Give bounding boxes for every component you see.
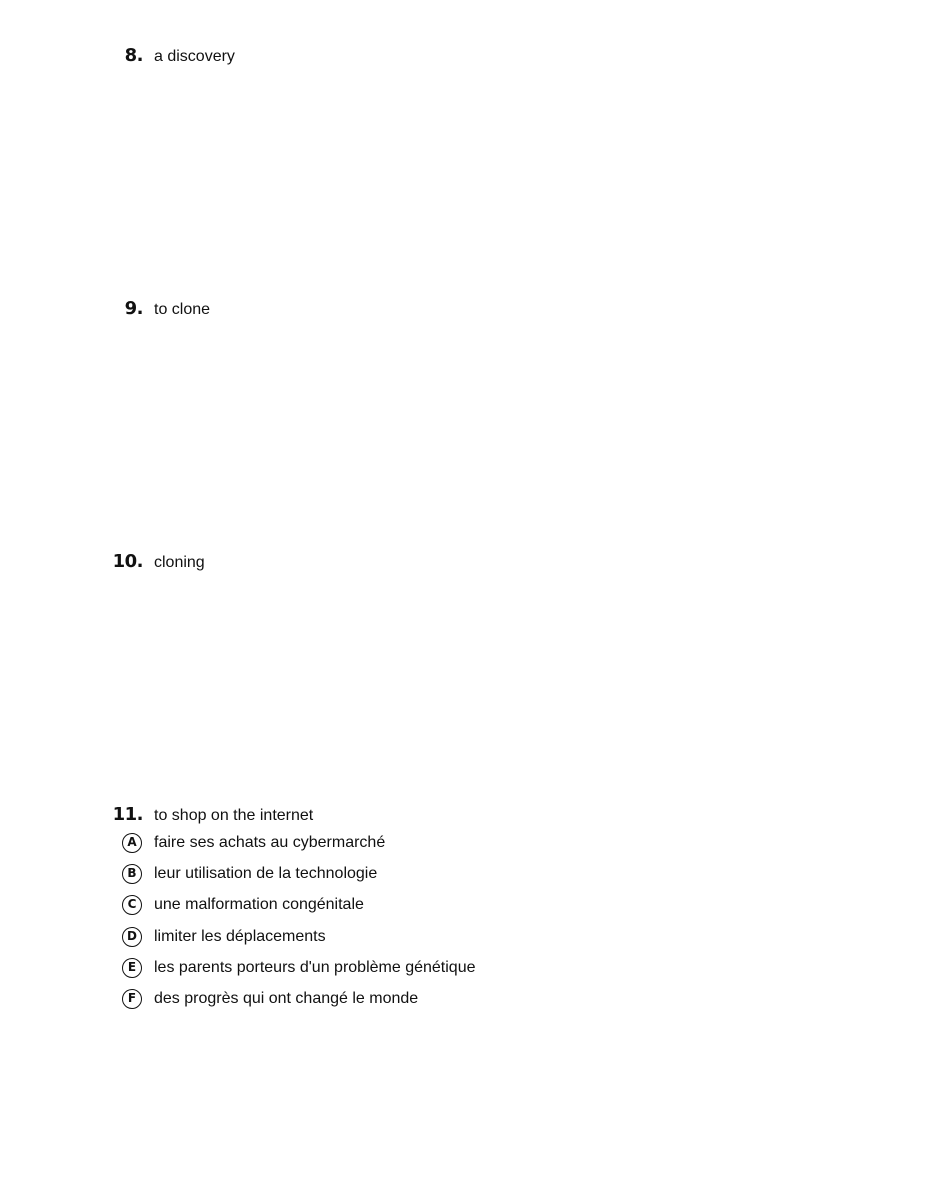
choice-c[interactable]	[0, 895, 926, 921]
choice-a[interactable]	[0, 833, 926, 859]
question-text: cloning	[154, 554, 205, 571]
question-text: to clone	[154, 301, 211, 318]
choice-d[interactable]	[0, 927, 926, 953]
choice-text[interactable]: des progrès qui ont changé le monde	[154, 990, 419, 1007]
choice-f[interactable]	[0, 989, 926, 1015]
choice-text[interactable]: les parents porteurs d'un problème génétique	[154, 959, 476, 976]
choice-letter-circle[interactable]: D	[122, 927, 142, 947]
question-9	[0, 298, 926, 328]
question-number: 10.	[112, 551, 143, 572]
choice-e[interactable]	[0, 958, 926, 984]
question-10	[0, 551, 926, 581]
choice-letter-circle[interactable]: E	[122, 958, 142, 978]
question-number: 11.	[112, 804, 143, 825]
choice-letter-circle[interactable]: C	[122, 895, 142, 915]
choice-text[interactable]: une malformation congénitale	[154, 896, 364, 913]
choice-b[interactable]	[0, 864, 926, 890]
choice-letter-circle[interactable]: A	[122, 833, 142, 853]
answer-choices	[0, 830, 926, 1030]
choice-text[interactable]: leur utilisation de la technologie	[154, 865, 378, 882]
choice-text[interactable]: limiter les déplacements	[154, 928, 326, 945]
choice-text[interactable]: faire ses achats au cybermarché	[154, 834, 386, 851]
question-number: 9.	[124, 298, 143, 319]
choice-letter-circle[interactable]: F	[122, 989, 142, 1009]
question-8	[0, 45, 926, 75]
question-text: a discovery	[154, 48, 235, 65]
question-number: 8.	[124, 45, 143, 66]
choice-letter-circle[interactable]: B	[122, 864, 142, 884]
question-text: to shop on the internet	[154, 807, 314, 824]
